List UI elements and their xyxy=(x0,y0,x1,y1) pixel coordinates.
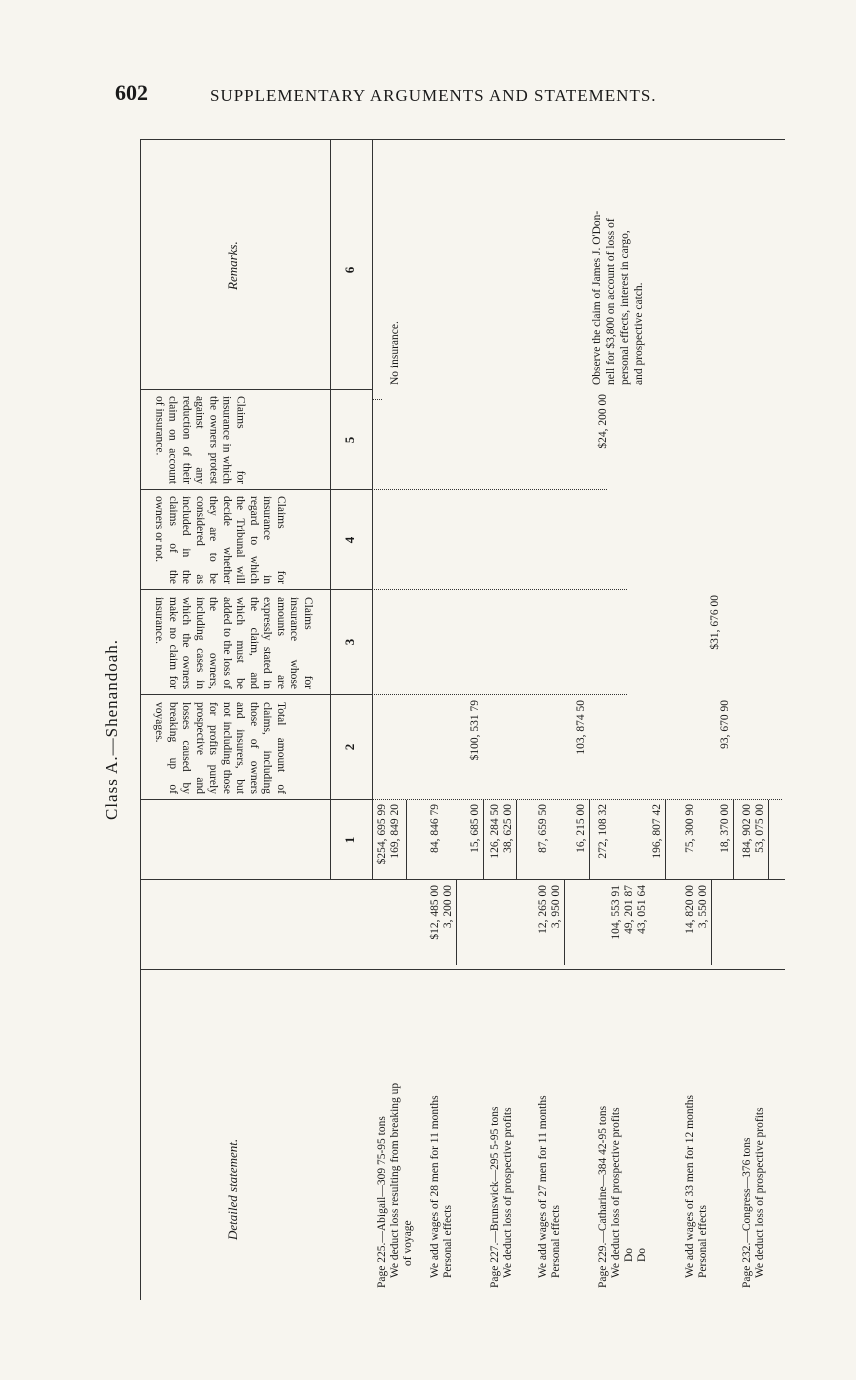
abigail-effects-c1: 15, 685 00 xyxy=(469,804,481,853)
catharine-wages-c1: 75, 300 90 xyxy=(684,804,696,853)
congress-c1: 184, 902 00 xyxy=(741,804,753,859)
header-col6: Remarks. xyxy=(225,241,240,290)
row-abigail-effects: Personal effects xyxy=(442,1205,454,1278)
brunswick-effects-rule xyxy=(564,880,565,965)
congress-sum-rule xyxy=(768,800,769,880)
brunswick-effects-amt: 3, 950 00 xyxy=(550,885,562,929)
catharine-remark-2: nell for $3,800 on account of loss of xyxy=(605,218,617,385)
catharine-effects-rule xyxy=(711,880,712,965)
dotted-c2 xyxy=(372,799,782,800)
brunswick-c1: 126, 284 50 xyxy=(489,804,501,859)
catharine-effects-c1: 18, 370 00 xyxy=(719,804,731,853)
catharine-deduct-c1: 196, 807 42 xyxy=(651,804,663,859)
table-right-rule xyxy=(140,139,785,140)
catharine-do-1-amt: 49, 201 87 xyxy=(623,885,635,934)
dotted-c4 xyxy=(372,589,627,590)
catharine-do-2-amt: 43, 051 64 xyxy=(636,885,648,934)
catharine-effects-amt: 3, 550 00 xyxy=(697,885,709,929)
abigail-remark: No insurance. xyxy=(389,321,401,385)
page-header xyxy=(0,80,856,110)
row-brunswick-effects: Personal effects xyxy=(550,1205,562,1278)
congress-top-rule xyxy=(733,800,734,880)
header-col4: Claims for insurance in regard to which the Tribunal will decide whether they are to be considered as included in the claims of the owners or not. xyxy=(153,496,287,584)
catharine-total-c3: $31, 676 00 xyxy=(709,595,721,650)
num-col1: 1 xyxy=(342,836,357,844)
row-abigail: Page 225.—Abigail—309 75-95 tons xyxy=(376,1116,388,1288)
num-col5: 5 xyxy=(342,436,357,444)
divider-c1-c2 xyxy=(140,799,372,800)
num-col3: 3 xyxy=(342,638,357,646)
brunswick-wages-c1: 87, 659 50 xyxy=(537,804,549,853)
header-col3: Claims for insurance whose amounts are expressly stated in the claim, and which must be added to the loss of the owners, including cases in which the owners make no claim for insurance. xyxy=(153,597,314,689)
catharine-c1: 272, 108 32 xyxy=(597,804,609,859)
abigail-c1: $254, 695 99 xyxy=(376,804,388,865)
brunswick-sum-rule xyxy=(516,800,517,880)
header-col2: Total amount of claims, including those of owners and insurers, but not including those for profits purely prospective and losses caused by breaking up of voyages. xyxy=(153,702,287,794)
dotted-c3 xyxy=(372,694,627,695)
brunswick-top-rule xyxy=(483,800,484,880)
dotted-c6 xyxy=(372,399,382,400)
row-catharine: Page 229.—Catharine—384 42-95 tons xyxy=(597,1105,609,1288)
dotted-c5 xyxy=(372,489,607,490)
catharine-remark-1: Observe the claim of James J. O'Don- xyxy=(591,210,603,385)
running-head: SUPPLEMENTARY ARGUMENTS AND STATEMENTS. xyxy=(210,86,657,105)
row-congress: Page 232.—Congress—376 tons xyxy=(741,1137,753,1288)
row-catharine-wages: We add wages of 33 men for 12 months xyxy=(684,1094,696,1278)
abigail-wages-c1: 84, 846 79 xyxy=(429,804,441,853)
num-col2: 2 xyxy=(342,743,357,751)
class-title: Class A.—Shenandoah. xyxy=(102,638,121,820)
divider-detail-amt xyxy=(140,969,785,970)
divider-c4-c5 xyxy=(140,489,372,490)
rotated-table xyxy=(102,140,790,1300)
row-catharine-effects: Personal effects xyxy=(697,1205,709,1278)
congress-deduct-c1: 53, 075 00 xyxy=(754,804,766,853)
abigail-sum-rule xyxy=(406,800,407,880)
brunswick-wages-amt: 12, 265 00 xyxy=(537,885,549,934)
abigail-deduct-c1: 169, 849 20 xyxy=(389,804,401,859)
abigail-total-c2: $100, 531 79 xyxy=(469,700,481,761)
catharine-c5: $24, 200 00 xyxy=(597,394,609,449)
row-brunswick-wages: We add wages of 27 men for 11 months xyxy=(537,1095,549,1278)
row-abigail-voyage: of voyage xyxy=(402,1220,414,1266)
row-catharine-do-2: Do xyxy=(636,1247,648,1262)
abigail-effects-rule xyxy=(456,880,457,965)
divider-c2-c3 xyxy=(140,694,372,695)
header-col5: Claims for insurance in which the owners protest against any reduction of their claim on account of insurance. xyxy=(153,396,247,484)
row-brunswick-deduct: We deduct loss of prospective profits xyxy=(502,1107,514,1278)
row-catharine-do-1: Do xyxy=(623,1247,635,1262)
catharine-wages-amt: 14, 820 00 xyxy=(684,885,696,934)
row-congress-deduct: We deduct loss of prospective profits xyxy=(754,1107,766,1278)
num-col4: 4 xyxy=(342,536,357,544)
catharine-top-rule xyxy=(589,800,590,880)
row-brunswick: Page 227.—Brunswick—295 5-95 tons xyxy=(489,1106,501,1288)
num-header-rule xyxy=(372,140,373,880)
abigail-wages-amt: $12, 485 00 xyxy=(429,885,441,940)
catharine-deduct-amt: 104, 553 91 xyxy=(610,885,622,940)
divider-c3-c4 xyxy=(140,589,372,590)
num-col6: 6 xyxy=(342,266,357,274)
row-catharine-deduct: We deduct loss of prospective profits xyxy=(610,1107,622,1278)
catharine-sum-rule xyxy=(665,800,666,880)
page-number: 602 xyxy=(115,80,148,105)
row-abigail-wages: We add wages of 28 men for 11 months xyxy=(429,1095,441,1278)
catharine-total-c2: 93, 670 90 xyxy=(719,700,731,749)
abigail-effects-amt: 3, 200 00 xyxy=(442,885,454,929)
divider-c5-c6 xyxy=(140,389,372,390)
brunswick-total-c2: 103, 874 50 xyxy=(575,700,587,755)
catharine-remark-3: personal effects, interest in cargo, xyxy=(619,230,631,385)
header-detailed-statement: Detailed statement. xyxy=(225,1138,240,1240)
table-top-rule xyxy=(140,140,141,1300)
brunswick-deduct-c1: 38, 625 00 xyxy=(502,804,514,853)
brunswick-effects-c1: 16, 215 00 xyxy=(575,804,587,853)
catharine-remark-4: and prospective catch. xyxy=(633,282,645,385)
col-header-rule xyxy=(330,140,331,880)
row-abigail-deduct: We deduct loss resulting from breaking up xyxy=(389,1082,401,1278)
